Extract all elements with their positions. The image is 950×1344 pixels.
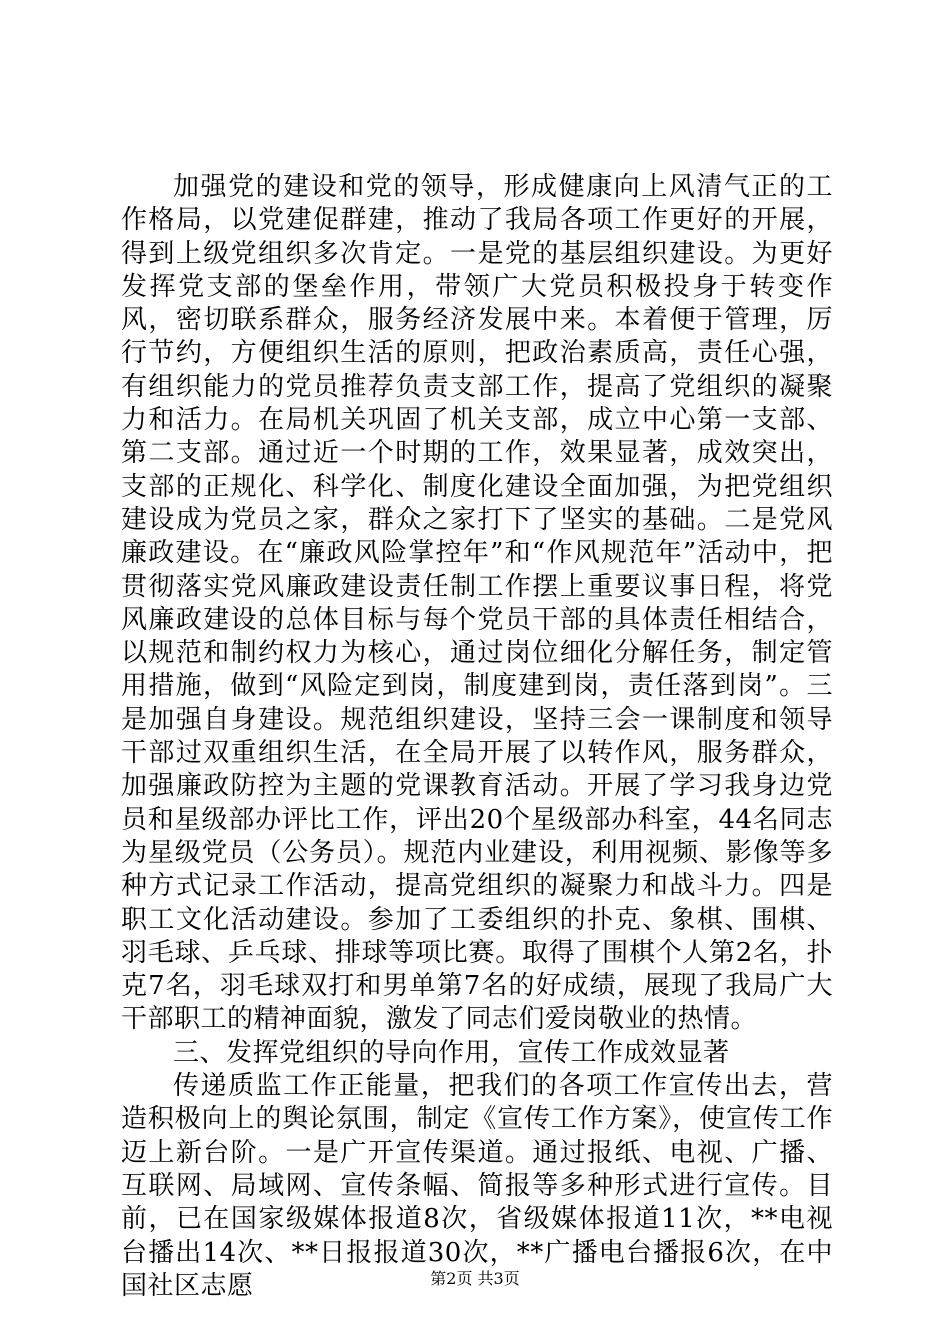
section-heading: 三、发挥党组织的导向作用，宣传工作成效显著 — [173, 1037, 730, 1068]
page-footer: 第2页 共3页 — [430, 1269, 520, 1288]
document-body — [121, 171, 833, 1303]
body-paragraph: 传递质监工作正能量，把我们的各项工作宣传出去，营造积极向上的舆论氛围，制定《宣传工作方案》，使宣传工作迈上新台阶。一是广开宣传渠道。通过报纸、电视、广播、互联网、局域网、宣传条幅、简报等多种形式进行宣传。目前，已在国家级媒体报道8次，省级媒体报道11次，**电视台播出14次、**日报报道30次，**广播电台播报6次，在中国社区志愿 — [121, 1071, 833, 1301]
body-paragraph: 加强党的建设和党的领导，形成健康向上风清气正的工作格局，以党建促群建，推动了我局各项工作更好的开展，得到上级党组织多次肯定。一是党的基层组织建设。为更好发挥党支部的堡垒作用，带领广大党员积极投身于转变作风，密切联系群众，服务经济发展中来。本着便于管理，厉行节约，方便组织生活的原则，把政治素质高，责任心强，有组织能力的党员推荐负责支部工作，提高了党组织的凝聚力和活力。在局机关巩固了机关支部，成立中心第一支部、第二支部。通过近一个时期的工作，效果显著，成效突出，支部的正规化、科学化、制度化建设全面加强，为把党组织建设成为党员之家，群众之家打下了坚实的基础。二是党风廉政建设。在“廉政风险掌控年”和“作风规范年”活动中，把贯彻落实党风廉政建设责任制工作摆上重要议事日程，将党风廉政建设的总体目标与每个党员干部的具体责任相结合，以规范和制约权力为核心，通过岗位细化分解任务，制定管用措施，做到“风险定到岗，制度建到岗，责任落到岗”。三是加强自身建设。规范组织建设，坚持三会一课制度和领导干部过双重组织生活，在全局开展了以转作风，服务群众，加强廉政防控为主题的党课教育活动。开展了学习我身边党员和星级部办评比工作，评出20个星级部办科室，44名同志为星级党员（公务员）。规范内业建设，利用视频、影像等多种方式记录工作活动，提高党组织的凝聚力和战斗力。四是职工文化活动建设。参加了工委组织的扑克、象棋、围棋、羽毛球、乒乓球、排球等项比赛。取得了围棋个人第2名，扑克7名，羽毛球双打和男单第7名的好成绩，展现了我局广大干部职工的精神面貌，激发了同志们爱岗敬业的热情。 — [121, 172, 833, 1035]
